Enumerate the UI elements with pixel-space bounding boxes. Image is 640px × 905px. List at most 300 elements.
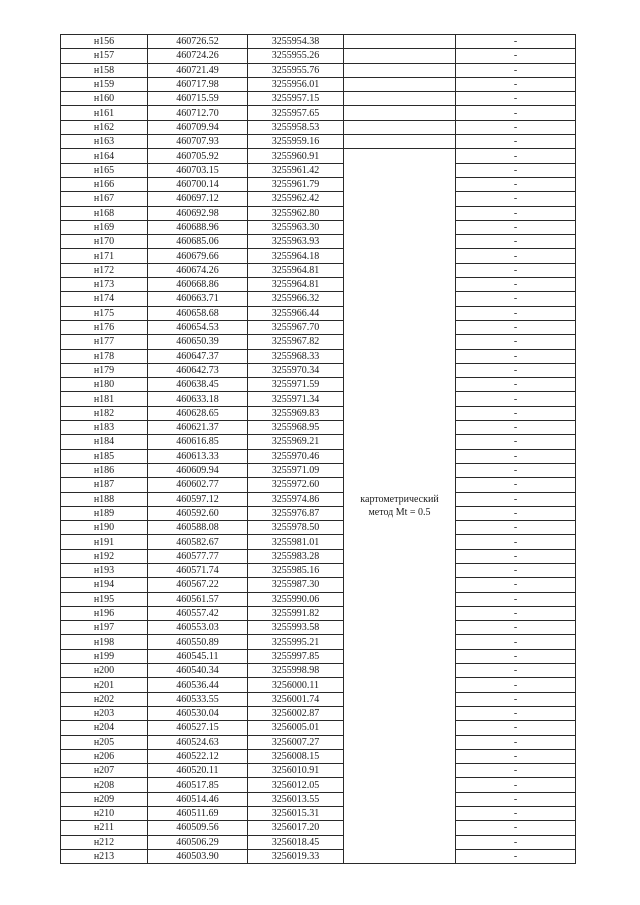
point-name-cell: н163	[61, 135, 148, 149]
point-name-cell: н209	[61, 792, 148, 806]
x-coordinate-cell: 460609.94	[148, 463, 248, 477]
y-coordinate-cell: 3255957.65	[248, 106, 344, 120]
table-row	[61, 535, 576, 549]
x-coordinate-cell: 460533.55	[148, 692, 248, 706]
note-cell: -	[456, 306, 576, 320]
note-cell: -	[456, 492, 576, 506]
x-coordinate-cell: 460638.45	[148, 378, 248, 392]
point-name-cell: н168	[61, 206, 148, 220]
x-coordinate-cell: 460700.14	[148, 177, 248, 191]
x-coordinate-cell: 460536.44	[148, 678, 248, 692]
x-coordinate-cell: 460597.12	[148, 492, 248, 506]
x-coordinate-cell: 460588.08	[148, 521, 248, 535]
note-cell: -	[456, 206, 576, 220]
point-name-cell: н210	[61, 807, 148, 821]
point-name-cell: н200	[61, 664, 148, 678]
point-name-cell: н213	[61, 849, 148, 863]
table-row	[61, 106, 576, 120]
point-name-cell: н184	[61, 435, 148, 449]
x-coordinate-cell: 460524.63	[148, 735, 248, 749]
point-name-cell: н175	[61, 306, 148, 320]
x-coordinate-cell: 460679.66	[148, 249, 248, 263]
x-coordinate-cell: 460540.34	[148, 664, 248, 678]
table-row	[61, 821, 576, 835]
y-coordinate-cell: 3255972.60	[248, 478, 344, 492]
note-cell: -	[456, 521, 576, 535]
x-coordinate-cell: 460650.39	[148, 335, 248, 349]
x-coordinate-cell: 460709.94	[148, 120, 248, 134]
x-coordinate-cell: 460511.69	[148, 807, 248, 821]
point-name-cell: н202	[61, 692, 148, 706]
table-row	[61, 435, 576, 449]
note-cell: -	[456, 49, 576, 63]
table-row	[61, 606, 576, 620]
point-name-cell: н185	[61, 449, 148, 463]
x-coordinate-cell: 460707.93	[148, 135, 248, 149]
table-row	[61, 363, 576, 377]
x-coordinate-cell: 460685.06	[148, 235, 248, 249]
table-row	[61, 478, 576, 492]
x-coordinate-cell: 460520.11	[148, 764, 248, 778]
note-cell: -	[456, 678, 576, 692]
y-coordinate-cell: 3255995.21	[248, 635, 344, 649]
table-row	[61, 592, 576, 606]
x-coordinate-cell: 460654.53	[148, 320, 248, 334]
x-coordinate-cell: 460688.96	[148, 220, 248, 234]
note-cell: -	[456, 392, 576, 406]
point-name-cell: н176	[61, 320, 148, 334]
y-coordinate-cell: 3255987.30	[248, 578, 344, 592]
note-cell: -	[456, 120, 576, 134]
point-name-cell: н212	[61, 835, 148, 849]
table-row	[61, 792, 576, 806]
table-row	[61, 749, 576, 763]
table-row	[61, 835, 576, 849]
x-coordinate-cell: 460621.37	[148, 421, 248, 435]
y-coordinate-cell: 3255968.33	[248, 349, 344, 363]
x-coordinate-cell: 460567.22	[148, 578, 248, 592]
x-coordinate-cell: 460506.29	[148, 835, 248, 849]
y-coordinate-cell: 3255963.93	[248, 235, 344, 249]
table-row	[61, 778, 576, 792]
table-row	[61, 506, 576, 520]
y-coordinate-cell: 3255966.44	[248, 306, 344, 320]
note-cell: -	[456, 649, 576, 663]
point-name-cell: н190	[61, 521, 148, 535]
method-cell-empty	[344, 63, 456, 77]
x-coordinate-cell: 460647.37	[148, 349, 248, 363]
table-row	[61, 135, 576, 149]
point-name-cell: н171	[61, 249, 148, 263]
x-coordinate-cell: 460633.18	[148, 392, 248, 406]
y-coordinate-cell: 3256019.33	[248, 849, 344, 863]
point-name-cell: н197	[61, 621, 148, 635]
method-cell-empty	[344, 106, 456, 120]
point-name-cell: н193	[61, 563, 148, 577]
table-row	[61, 235, 576, 249]
table-row	[61, 692, 576, 706]
table-row	[61, 406, 576, 420]
note-cell: -	[456, 478, 576, 492]
y-coordinate-cell: 3256017.20	[248, 821, 344, 835]
note-cell: -	[456, 463, 576, 477]
x-coordinate-cell: 460592.60	[148, 506, 248, 520]
note-cell: -	[456, 363, 576, 377]
y-coordinate-cell: 3256007.27	[248, 735, 344, 749]
point-name-cell: н203	[61, 706, 148, 720]
note-cell: -	[456, 849, 576, 863]
x-coordinate-cell: 460697.12	[148, 192, 248, 206]
table-row	[61, 849, 576, 863]
table-row	[61, 635, 576, 649]
y-coordinate-cell: 3255959.16	[248, 135, 344, 149]
y-coordinate-cell: 3255971.34	[248, 392, 344, 406]
note-cell: -	[456, 835, 576, 849]
point-name-cell: н195	[61, 592, 148, 606]
point-name-cell: н166	[61, 177, 148, 191]
table-row	[61, 192, 576, 206]
note-cell: -	[456, 320, 576, 334]
point-name-cell: н156	[61, 35, 148, 49]
y-coordinate-cell: 3255961.79	[248, 177, 344, 191]
point-name-cell: н181	[61, 392, 148, 406]
table-row	[61, 706, 576, 720]
table-row	[61, 249, 576, 263]
note-cell: -	[456, 721, 576, 735]
point-name-cell: н182	[61, 406, 148, 420]
y-coordinate-cell: 3255990.06	[248, 592, 344, 606]
x-coordinate-cell: 460545.11	[148, 649, 248, 663]
point-name-cell: н165	[61, 163, 148, 177]
note-cell: -	[456, 278, 576, 292]
note-cell: -	[456, 77, 576, 91]
note-cell: -	[456, 163, 576, 177]
x-coordinate-cell: 460557.42	[148, 606, 248, 620]
x-coordinate-cell: 460668.86	[148, 278, 248, 292]
x-coordinate-cell: 460642.73	[148, 363, 248, 377]
x-coordinate-cell: 460553.03	[148, 621, 248, 635]
x-coordinate-cell: 460602.77	[148, 478, 248, 492]
table-row	[61, 721, 576, 735]
y-coordinate-cell: 3255958.53	[248, 120, 344, 134]
table-row	[61, 764, 576, 778]
note-cell: -	[456, 35, 576, 49]
note-cell: -	[456, 807, 576, 821]
x-coordinate-cell: 460577.77	[148, 549, 248, 563]
note-cell: -	[456, 563, 576, 577]
point-name-cell: н178	[61, 349, 148, 363]
y-coordinate-cell: 3255983.28	[248, 549, 344, 563]
y-coordinate-cell: 3255961.42	[248, 163, 344, 177]
x-coordinate-cell: 460726.52	[148, 35, 248, 49]
note-cell: -	[456, 549, 576, 563]
table-row	[61, 292, 576, 306]
table-row	[61, 263, 576, 277]
y-coordinate-cell: 3256018.45	[248, 835, 344, 849]
table-row	[61, 349, 576, 363]
note-cell: -	[456, 177, 576, 191]
y-coordinate-cell: 3256012.05	[248, 778, 344, 792]
note-cell: -	[456, 706, 576, 720]
note-cell: -	[456, 192, 576, 206]
point-name-cell: н207	[61, 764, 148, 778]
note-cell: -	[456, 349, 576, 363]
note-cell: -	[456, 735, 576, 749]
point-name-cell: н167	[61, 192, 148, 206]
note-cell: -	[456, 535, 576, 549]
y-coordinate-cell: 3255955.76	[248, 63, 344, 77]
table-row	[61, 120, 576, 134]
x-coordinate-cell: 460692.98	[148, 206, 248, 220]
table-row	[61, 378, 576, 392]
point-name-cell: н170	[61, 235, 148, 249]
point-name-cell: н211	[61, 821, 148, 835]
note-cell: -	[456, 635, 576, 649]
table-row	[61, 521, 576, 535]
note-cell: -	[456, 664, 576, 678]
y-coordinate-cell: 3255957.15	[248, 92, 344, 106]
point-name-cell: н161	[61, 106, 148, 120]
note-cell: -	[456, 792, 576, 806]
x-coordinate-cell: 460509.56	[148, 821, 248, 835]
table-row	[61, 678, 576, 692]
table-row	[61, 664, 576, 678]
note-cell: -	[456, 149, 576, 163]
point-name-cell: н189	[61, 506, 148, 520]
table-row	[61, 92, 576, 106]
method-cell-empty	[344, 35, 456, 49]
point-name-cell: н169	[61, 220, 148, 234]
x-coordinate-cell: 460613.33	[148, 449, 248, 463]
y-coordinate-cell: 3255956.01	[248, 77, 344, 91]
x-coordinate-cell: 460561.57	[148, 592, 248, 606]
point-name-cell: н205	[61, 735, 148, 749]
note-cell: -	[456, 592, 576, 606]
y-coordinate-cell: 3255955.26	[248, 49, 344, 63]
note-cell: -	[456, 106, 576, 120]
note-cell: -	[456, 435, 576, 449]
y-coordinate-cell: 3255969.83	[248, 406, 344, 420]
coordinates-table-body	[61, 35, 576, 864]
y-coordinate-cell: 3255964.81	[248, 263, 344, 277]
point-name-cell: н158	[61, 63, 148, 77]
method-text: картометрический метод Mt = 0.5	[360, 494, 439, 519]
point-name-cell: н199	[61, 649, 148, 663]
note-cell: -	[456, 778, 576, 792]
y-coordinate-cell: 3255971.09	[248, 463, 344, 477]
note-cell: -	[456, 578, 576, 592]
y-coordinate-cell: 3256015.31	[248, 807, 344, 821]
point-name-cell: н198	[61, 635, 148, 649]
method-cell	[344, 149, 456, 864]
table-row	[61, 163, 576, 177]
note-cell: -	[456, 220, 576, 234]
x-coordinate-cell: 460717.98	[148, 77, 248, 91]
x-coordinate-cell: 460628.65	[148, 406, 248, 420]
x-coordinate-cell: 460514.46	[148, 792, 248, 806]
table-row	[61, 463, 576, 477]
table-row	[61, 149, 576, 163]
point-name-cell: н159	[61, 77, 148, 91]
point-name-cell: н162	[61, 120, 148, 134]
y-coordinate-cell: 3255962.42	[248, 192, 344, 206]
y-coordinate-cell: 3255970.34	[248, 363, 344, 377]
method-cell-empty	[344, 49, 456, 63]
y-coordinate-cell: 3256002.87	[248, 706, 344, 720]
table-row	[61, 320, 576, 334]
y-coordinate-cell: 3255968.95	[248, 421, 344, 435]
point-name-cell: н179	[61, 363, 148, 377]
y-coordinate-cell: 3255967.82	[248, 335, 344, 349]
note-cell: -	[456, 606, 576, 620]
point-name-cell: н206	[61, 749, 148, 763]
y-coordinate-cell: 3255962.80	[248, 206, 344, 220]
note-cell: -	[456, 764, 576, 778]
y-coordinate-cell: 3255967.70	[248, 320, 344, 334]
y-coordinate-cell: 3255993.58	[248, 621, 344, 635]
table-row	[61, 392, 576, 406]
y-coordinate-cell: 3255997.85	[248, 649, 344, 663]
table-row	[61, 35, 576, 49]
table-row	[61, 220, 576, 234]
point-name-cell: н173	[61, 278, 148, 292]
coordinates-table	[60, 34, 576, 864]
note-cell: -	[456, 63, 576, 77]
note-cell: -	[456, 92, 576, 106]
point-name-cell: н192	[61, 549, 148, 563]
y-coordinate-cell: 3255978.50	[248, 521, 344, 535]
point-name-cell: н191	[61, 535, 148, 549]
point-name-cell: н172	[61, 263, 148, 277]
table-row	[61, 449, 576, 463]
x-coordinate-cell: 460674.26	[148, 263, 248, 277]
point-name-cell: н204	[61, 721, 148, 735]
y-coordinate-cell: 3256010.91	[248, 764, 344, 778]
y-coordinate-cell: 3256001.74	[248, 692, 344, 706]
y-coordinate-cell: 3256005.01	[248, 721, 344, 735]
note-cell: -	[456, 263, 576, 277]
point-name-cell: н188	[61, 492, 148, 506]
y-coordinate-cell: 3255954.38	[248, 35, 344, 49]
x-coordinate-cell: 460530.04	[148, 706, 248, 720]
point-name-cell: н160	[61, 92, 148, 106]
method-cell-empty	[344, 120, 456, 134]
note-cell: -	[456, 692, 576, 706]
x-coordinate-cell: 460721.49	[148, 63, 248, 77]
y-coordinate-cell: 3256000.11	[248, 678, 344, 692]
note-cell: -	[456, 749, 576, 763]
table-row	[61, 563, 576, 577]
y-coordinate-cell: 3255971.59	[248, 378, 344, 392]
y-coordinate-cell: 3255998.98	[248, 664, 344, 678]
x-coordinate-cell: 460712.70	[148, 106, 248, 120]
point-name-cell: н177	[61, 335, 148, 349]
table-row	[61, 177, 576, 191]
table-row	[61, 649, 576, 663]
note-cell: -	[456, 335, 576, 349]
x-coordinate-cell: 460503.90	[148, 849, 248, 863]
y-coordinate-cell: 3256013.55	[248, 792, 344, 806]
note-cell: -	[456, 249, 576, 263]
table-row	[61, 206, 576, 220]
x-coordinate-cell: 460724.26	[148, 49, 248, 63]
y-coordinate-cell: 3255963.30	[248, 220, 344, 234]
note-cell: -	[456, 449, 576, 463]
note-cell: -	[456, 621, 576, 635]
x-coordinate-cell: 460527.15	[148, 721, 248, 735]
point-name-cell: н164	[61, 149, 148, 163]
y-coordinate-cell: 3255960.91	[248, 149, 344, 163]
table-row	[61, 807, 576, 821]
point-name-cell: н208	[61, 778, 148, 792]
note-cell: -	[456, 135, 576, 149]
note-cell: -	[456, 235, 576, 249]
table-row	[61, 578, 576, 592]
table-row	[61, 49, 576, 63]
x-coordinate-cell: 460550.89	[148, 635, 248, 649]
table-row	[61, 621, 576, 635]
point-name-cell: н194	[61, 578, 148, 592]
point-name-cell: н183	[61, 421, 148, 435]
point-name-cell: н174	[61, 292, 148, 306]
note-cell: -	[456, 421, 576, 435]
point-name-cell: н157	[61, 49, 148, 63]
y-coordinate-cell: 3255970.46	[248, 449, 344, 463]
note-cell: -	[456, 406, 576, 420]
point-name-cell: н201	[61, 678, 148, 692]
y-coordinate-cell: 3255985.16	[248, 563, 344, 577]
method-cell-empty	[344, 135, 456, 149]
y-coordinate-cell: 3255964.18	[248, 249, 344, 263]
method-cell-empty	[344, 77, 456, 91]
x-coordinate-cell: 460616.85	[148, 435, 248, 449]
x-coordinate-cell: 460571.74	[148, 563, 248, 577]
point-name-cell: н180	[61, 378, 148, 392]
x-coordinate-cell: 460517.85	[148, 778, 248, 792]
table-row	[61, 306, 576, 320]
x-coordinate-cell: 460703.15	[148, 163, 248, 177]
table-row	[61, 549, 576, 563]
table-row	[61, 492, 576, 506]
x-coordinate-cell: 460658.68	[148, 306, 248, 320]
y-coordinate-cell: 3255966.32	[248, 292, 344, 306]
note-cell: -	[456, 292, 576, 306]
table-row	[61, 335, 576, 349]
y-coordinate-cell: 3255976.87	[248, 506, 344, 520]
table-row	[61, 63, 576, 77]
table-row	[61, 278, 576, 292]
y-coordinate-cell: 3255991.82	[248, 606, 344, 620]
x-coordinate-cell: 460582.67	[148, 535, 248, 549]
table-row	[61, 77, 576, 91]
note-cell: -	[456, 378, 576, 392]
note-cell: -	[456, 506, 576, 520]
point-name-cell: н196	[61, 606, 148, 620]
y-coordinate-cell: 3255969.21	[248, 435, 344, 449]
point-name-cell: н187	[61, 478, 148, 492]
table-row	[61, 735, 576, 749]
table-row	[61, 421, 576, 435]
x-coordinate-cell: 460663.71	[148, 292, 248, 306]
note-cell: -	[456, 821, 576, 835]
y-coordinate-cell: 3256008.15	[248, 749, 344, 763]
x-coordinate-cell: 460715.59	[148, 92, 248, 106]
x-coordinate-cell: 460522.12	[148, 749, 248, 763]
y-coordinate-cell: 3255974.86	[248, 492, 344, 506]
method-cell-empty	[344, 92, 456, 106]
y-coordinate-cell: 3255981.01	[248, 535, 344, 549]
point-name-cell: н186	[61, 463, 148, 477]
